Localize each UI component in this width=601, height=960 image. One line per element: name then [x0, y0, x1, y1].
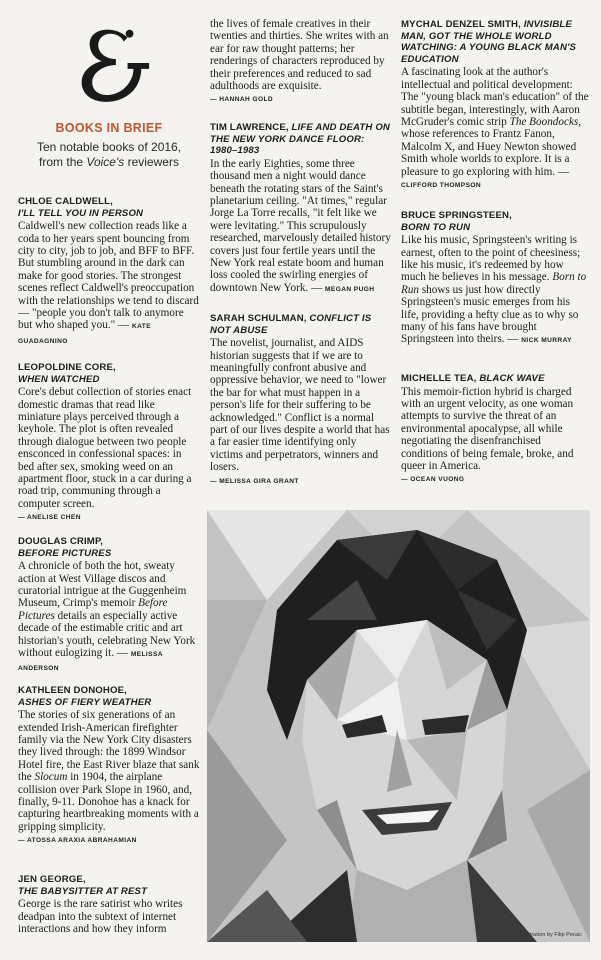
subtitle-line-2-italic: Voice's	[86, 155, 125, 169]
review-body: This memoir-fiction hybrid is charged with an urgent velocity, as one woman attempts to survive the threat of an environmental apocalypse, all while negotiating the disenfranchised conditions of being female, broke, and queer in America.	[401, 385, 574, 473]
ampersand-logo-icon	[68, 20, 152, 106]
review-reviewer: — ANELISE CHEN	[18, 514, 81, 522]
review-body: The novelist, journalist, and AIDS historian suggests that if we are to meaningfully confront abusive and oppressive behavior, we need to "lower the bar for what must happen in a person's life for their suffering to be acknowledged." Conflict is a normal part of our lives despite a world that has a far easier time identifying only victims and perpetrators, winners and losers.	[210, 337, 390, 474]
review-author: JEN GEORGE,	[18, 874, 86, 885]
review-reviewer: NICK MURRAY	[521, 337, 572, 345]
review-reviewer: — ATOSSA ARAXIA ABRAHAMIAN	[18, 837, 137, 845]
review-body-italic: The Boondocks	[509, 116, 579, 128]
review-book-title: WHEN WATCHED	[18, 373, 100, 385]
review-reviewer: MEGAN PUGH	[325, 285, 375, 293]
review-caldwell	[18, 196, 200, 348]
portrait-illustration	[207, 510, 590, 942]
review-schulman	[210, 313, 392, 488]
review-author: BRUCE SPRINGSTEEN,	[401, 210, 512, 221]
review-author: MYCHAL DENZEL SMITH,	[401, 19, 521, 30]
review-body-pre: The stories of six generations of an extended Irish-American firefighter family via the New York City disasters they lived through: the 1899 Windsor Hotel fire, the East River blaze that sank the	[18, 709, 200, 784]
review-text	[210, 158, 392, 296]
review-heading	[18, 685, 200, 708]
review-book-title: BEFORE PICTURES	[18, 547, 112, 559]
review-author: CHLOE CALDWELL,	[18, 196, 113, 207]
review-reviewer: MELISSA ANDERSON	[18, 651, 163, 673]
review-heading	[18, 536, 200, 559]
review-text: George is the rare satirist who writes deadpan into the subtext of internet interactions and how they inform	[18, 898, 183, 935]
review-body-pre: A fascinating look at the author's intellectual and political development: The "young black man's education" of the subtitle began, interestingly, with Aaron McGruder's comic strip	[401, 66, 589, 128]
review-core	[18, 362, 200, 525]
review-heading	[401, 210, 589, 233]
review-text	[210, 18, 392, 107]
review-heading	[18, 196, 200, 219]
review-book-title: BORN TO RUN	[401, 221, 471, 233]
review-reviewer: — HANNAH GOLD	[210, 96, 274, 104]
review-heading	[18, 362, 200, 385]
review-book-title: INVISIBLE MAN, GOT THE WHOLE WORLD WATCHING: A YOUNG BLACK MAN'S EDUCATION	[401, 19, 577, 65]
review-author: MICHELLE TEA,	[401, 373, 477, 384]
review-text	[18, 386, 200, 524]
review-heading	[401, 373, 589, 385]
review-author: LEOPOLDINE CORE,	[18, 362, 116, 373]
review-heading	[401, 19, 589, 65]
review-text	[18, 220, 200, 348]
review-body: Core's debut collection of stories enact domestic dramas that read like miniature plays perceived through a keyhole. The plot is often revealed through dialogue between two people ensconced in confessional spaces: in bed after sex, smoking weed on an apartment floor, stuck in a car during a road trip, communing through a computer screen.	[18, 386, 192, 510]
review-book-title: CONFLICT IS NOT ABUSE	[210, 313, 372, 336]
review-crimp	[18, 536, 200, 676]
review-heading	[18, 874, 200, 897]
review-heading	[210, 122, 392, 157]
review-body-italic: Before Pictures	[18, 597, 168, 622]
review-body-italic: Slocum	[34, 771, 68, 784]
review-book-title: I'LL TELL YOU IN PERSON	[18, 207, 144, 219]
review-lawrence	[210, 122, 392, 296]
review-book-title: THE BABYSITTER AT REST	[18, 885, 148, 897]
subtitle-line-2-pre: from the	[39, 155, 87, 169]
review-george-continued	[210, 18, 392, 107]
section-title: BOOKS IN BRIEF	[55, 121, 163, 135]
review-book-title: BLACK WAVE	[479, 373, 545, 384]
review-text	[18, 560, 200, 676]
review-author: DOUGLAS CRIMP,	[18, 536, 104, 547]
subtitle-line-2-post: reviewers	[124, 155, 179, 169]
review-body-post: , whose references to Frantz Fanon, Malcolm X, and Huey Newton showed Smith whole worlds to explore. It is a pleasure to go exploring with him. —	[401, 116, 582, 178]
review-springsteen	[401, 210, 589, 348]
review-body-post: in 1904, the airplane collision over Park Slope in 1960, and, finally, 9-11. Donohoe has a knack for capturing heartbreaking moments with a gripping simplicity.	[18, 771, 199, 833]
review-body: Caldwell's new collection reads like a coda to her years spent bouncing from city to city, job to job, and BFF to BFF. But stumbling around in the dark can make for good stories. The strongest scenes reflect Caldwell's preoccupation with the relationships we tend to discard — "people you don't talk to anymore but who shaped you." —	[18, 220, 199, 332]
review-book-title: LIFE AND DEATH ON THE NEW YORK DANCE FLOOR: 1980–1983	[210, 122, 391, 157]
review-author: SARAH SCHULMAN,	[210, 313, 307, 324]
review-text	[401, 66, 589, 192]
review-heading	[210, 313, 392, 336]
subtitle-line-1: Ten notable books of 2016,	[36, 140, 182, 154]
review-text	[210, 337, 392, 488]
review-text	[401, 234, 589, 348]
review-body-italic: Born to Run	[401, 271, 587, 296]
review-body-pre: Like his music, Springsteen's writing is earnest, often to the point of cheesiness; like his music, it's redeemed by how much he believes in his message.	[401, 234, 581, 284]
review-body: the lives of female creatives in their twenties and thirties. She writes with an ear for raw thought patterns; her renderings of characters reproduced by their preferences and reduced to sad adulthoods are exquisite.	[210, 18, 389, 93]
low-poly-portrait-image	[207, 510, 590, 942]
review-author: KATHLEEN DONOHOE,	[18, 685, 127, 696]
review-text	[18, 709, 200, 847]
review-donohoe	[18, 685, 200, 848]
illustration-credit: Illustration by Filip Peraic	[519, 932, 582, 938]
review-reviewer: — OCEAN VUONG	[401, 476, 465, 484]
review-text	[401, 386, 589, 487]
review-book-title: ASHES OF FIERY WEATHER	[18, 696, 152, 708]
review-author: TIM LAWRENCE,	[210, 122, 289, 133]
review-body-post: details an especially active decade of the estimable critic and art historian's youth, celebrating New York without eulogizing it. —	[18, 609, 196, 660]
section-subtitle	[18, 140, 200, 170]
review-reviewer: CLIFFORD THOMPSON	[401, 182, 482, 190]
review-body-pre: A chronicle of both the hot, sweaty action at West Village discos and curatorial intrigue at the Guggenheim Museum, Crimp's memoir	[18, 560, 187, 610]
review-reviewer: — MELISSA GIRA GRANT	[210, 477, 299, 485]
review-george	[18, 874, 200, 935]
review-reviewer: KATE GUADAGNINO	[18, 323, 152, 345]
review-body-post: shows us just how directly Springsteen's music emerges from his life, providing a hefty clue as to why so many of his fans have brought Springsteen into theirs. —	[401, 283, 579, 346]
review-body: In the early Eighties, some three thousand men a night would dance beneath the rotating stars of the Saint's planetarium ceiling. "At times," regular Jorge La Torre recalls, "it felt like we were levitating." This scrupulously researched, marvelously detailed history covers just four fertile years until the New York real estate boom and human loss cooled the swirling energies of downtown New York. —	[210, 157, 391, 294]
review-smith	[401, 19, 589, 192]
review-tea	[401, 373, 589, 487]
